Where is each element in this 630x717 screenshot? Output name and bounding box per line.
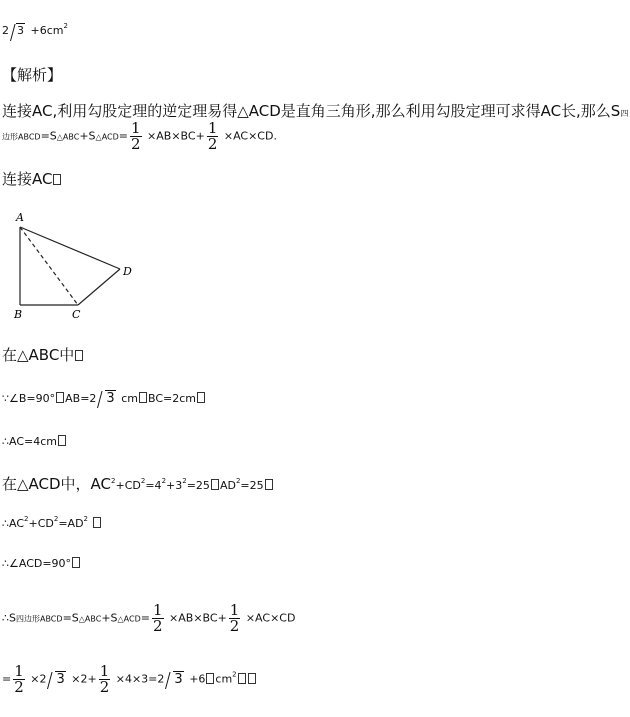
missing-glyph-icon — [211, 479, 219, 490]
square-sup: 2 — [140, 477, 146, 485]
missing-glyph-icon — [93, 517, 101, 528]
missing-glyph-icon — [72, 557, 80, 568]
step-4-f: =25 — [240, 479, 264, 492]
step-7-sub: 四边形ABCD — [15, 614, 63, 624]
step-7-a: ∴S — [2, 611, 16, 625]
radicand: 3 — [106, 391, 115, 406]
step-7-sub2: △ACD — [117, 614, 141, 624]
square-sup: 2 — [235, 477, 241, 485]
side-ad — [20, 227, 120, 269]
step-7-d: = — [140, 611, 150, 625]
answer-sqrt — [9, 23, 25, 37]
step-4 — [2, 473, 274, 494]
analysis-line-2 — [2, 121, 277, 152]
frac-den: 2 — [99, 678, 110, 696]
fraction-half — [13, 664, 25, 695]
missing-glyph-icon — [265, 479, 273, 490]
frac-num: 1 — [207, 119, 218, 137]
analysis-small-2: 边形ABCD — [2, 132, 41, 142]
step-6 — [2, 557, 81, 570]
answer-coef: 2 — [2, 24, 9, 37]
step-8 — [2, 664, 257, 695]
missing-glyph-icon — [139, 392, 147, 403]
step-8-c: ×2+ — [71, 672, 97, 686]
analysis-eq-a: =S — [40, 129, 57, 143]
analysis-sub-1: △ABC — [56, 132, 80, 142]
frac-num: 1 — [131, 119, 141, 137]
frac-den: 2 — [229, 617, 240, 635]
sqrt-3 — [164, 671, 183, 688]
analysis-eq-c: = — [118, 129, 128, 143]
missing-glyph-icon — [53, 174, 61, 185]
frac-den: 2 — [152, 617, 163, 635]
step-4-d: =25 — [186, 479, 210, 492]
side-cd — [78, 269, 120, 305]
frac-num: 1 — [99, 662, 110, 680]
analysis-text-1: 连接AC,利用勾股定理的逆定理易得△ACD是直角三角形,那么利用勾股定理可求得AC长,那么S — [2, 102, 621, 120]
radicand: 3 — [56, 671, 65, 687]
missing-glyph-icon — [197, 392, 205, 403]
analysis-line-1 — [2, 100, 628, 121]
step-2-pre: ∵∠B=90° — [2, 392, 56, 405]
step-5-a: ∴AC — [2, 517, 25, 530]
step-7-e: ×AB×BC+ — [169, 611, 227, 625]
step-connect — [2, 168, 62, 189]
answer-rest: +6cm — [30, 24, 64, 37]
step-1-text: 在△ABC中 — [2, 346, 75, 364]
step-3-text: ∴AC=4cm — [2, 435, 57, 448]
square-sup: 2 — [111, 477, 116, 485]
label-c: C — [72, 308, 81, 321]
square-sup: 2 — [182, 477, 187, 485]
step-connect-text: 连接AC — [2, 170, 53, 188]
step-4-e: AD — [219, 479, 236, 492]
answer-line — [2, 22, 68, 37]
fraction-half — [130, 121, 142, 152]
frac-den: 2 — [14, 678, 24, 696]
analysis-eq-d: ×AB×BC+ — [147, 129, 205, 143]
answer-radicand: 3 — [17, 24, 24, 37]
missing-glyph-icon — [248, 673, 256, 684]
frac-den: 2 — [131, 135, 141, 153]
quadrilateral-diagram — [0, 205, 150, 325]
step-4-a: +CD — [115, 479, 141, 492]
fraction-half — [99, 664, 111, 695]
analysis-eq-e: ×AC×CD. — [223, 129, 277, 143]
fraction-half — [152, 603, 164, 634]
step-7-f: ×AC×CD — [245, 611, 296, 625]
fraction-half — [207, 121, 219, 152]
answer-unit-sup: 2 — [63, 22, 68, 30]
missing-glyph-icon — [206, 673, 214, 684]
step-7 — [2, 603, 295, 634]
missing-glyph-icon — [238, 673, 246, 684]
step-5 — [2, 515, 102, 530]
step-5-c: =AD — [58, 517, 84, 530]
frac-num: 1 — [229, 601, 240, 619]
analysis-small-1: 四 — [620, 109, 629, 118]
frac-den: 2 — [207, 135, 218, 153]
step-8-f: cm — [215, 672, 233, 686]
label-d: D — [123, 265, 132, 278]
step-8-d: ×4×3=2 — [115, 672, 165, 686]
analysis-sub-2: △ACD — [95, 132, 119, 142]
step-2-tail: BC=2cm — [147, 392, 196, 405]
label-a: A — [16, 211, 24, 224]
label-b: B — [14, 308, 23, 321]
square-sup: 2 — [161, 477, 167, 485]
step-8-a: = — [2, 672, 12, 686]
step-4-c: +3 — [166, 479, 183, 492]
step-7-b: =S — [62, 611, 79, 625]
step-8-b: ×2 — [30, 672, 47, 686]
step-1 — [2, 344, 84, 365]
step-2-post: cm — [121, 392, 138, 405]
missing-glyph-icon — [56, 392, 64, 403]
analysis-eq-b: +S — [79, 129, 96, 143]
frac-num: 1 — [152, 601, 163, 619]
step-4-b: =4 — [145, 479, 162, 492]
missing-glyph-icon — [58, 435, 66, 446]
square-sup: 2 — [83, 515, 89, 523]
step-7-c: +S — [101, 611, 118, 625]
frac-num: 1 — [14, 662, 24, 680]
section-title: 【解析】 — [2, 66, 63, 84]
step-8-e: +6 — [189, 672, 206, 686]
fraction-half — [229, 603, 241, 634]
step-8-sup: 2 — [232, 670, 237, 679]
step-3 — [2, 435, 67, 448]
radicand: 3 — [174, 671, 183, 687]
square-sup: 2 — [53, 515, 59, 523]
sqrt-3 — [46, 671, 65, 688]
step-5-b: +CD — [28, 517, 54, 530]
missing-glyph-icon — [75, 350, 83, 361]
step-4-pre: 在△ACD中，AC — [2, 475, 112, 493]
step-7-sub1: △ABC — [78, 614, 102, 624]
sqrt-3 — [96, 390, 115, 407]
square-sup: 2 — [24, 515, 29, 523]
step-2-mid: AB=2 — [65, 392, 97, 405]
step-2 — [2, 390, 206, 407]
step-6-text: ∴∠ACD=90° — [2, 557, 72, 570]
